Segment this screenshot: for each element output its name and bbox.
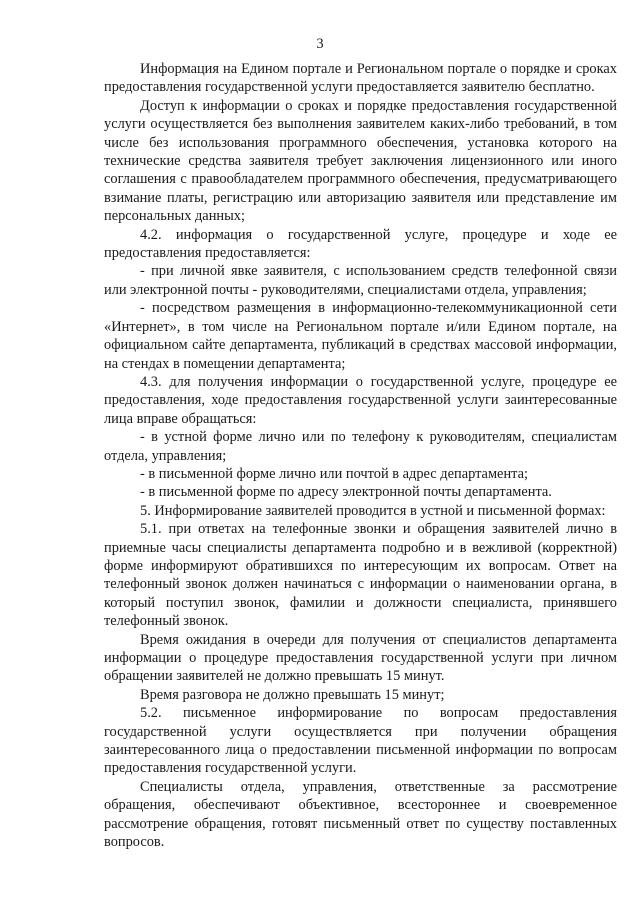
paragraph-written-form-email: - в письменной форме по адресу электронной почты департамента. xyxy=(140,484,552,501)
paragraph-5: 5. Информирование заявителей проводится в устной и письменной формах: xyxy=(140,502,606,519)
paragraph-portal-info: Информация на Едином портале и Региональном портале о порядке и сроках предоставления государственной услуги предоставляется заявителю бесплатно. xyxy=(104,61,617,96)
paragraph-4-2: 4.2. информация о государственной услуге, процедуре и ходе ее предоставления предоставляется: xyxy=(104,226,617,262)
paragraph-waiting-time: Время ожидания в очереди для получения от специалистов департамента информации о процедуре предоставления государственной услуги при личном обращении заявителей не должно превышать 15 минут. xyxy=(104,631,617,685)
paragraph-internet-placement: - посредством размещения в информационно-телекоммуникационной сети «Интернет», в том числе на Региональном портале и/или Едином портале, на официальном сайте департамента, публикаций в средствах массовой информации, на стендах в помещении департамента; xyxy=(104,300,617,372)
paragraph-conversation-time: Время разговора не должно превышать 15 минут; xyxy=(140,686,445,703)
paragraph-written-form-mail: - в письменной форме лично или почтой в адрес департамента; xyxy=(140,465,528,482)
document-body xyxy=(104,60,617,851)
paragraph-5-1: 5.1. при ответах на телефонные звонки и обращения заявителей лично в приемные часы специалисты департамента подробно и в вежливой (корректной) форме информируют обратившихся по интересующим их вопросам. Ответ на телефонный звонок должен начинаться с информации о наименовании органа, в который поступил звонок, фамилии и должности специалиста, принявшего телефонный звонок. xyxy=(104,521,617,630)
paragraph-5-2: 5.2. письменное информирование по вопросам предоставления государственной услуги осуществляется при получении обращения заинтересованного лица о предоставлении письменной информации по вопросам предоставления государственной услуги. xyxy=(104,705,617,777)
paragraph-access-info: Доступ к информации о сроках и порядке предоставления государственной услуги осуществляется без выполнения заявителем каких-либо требований, в том числе без использования программного обеспечения, установка которого на технические средства заявителя требует заключения лицензионного или иного соглашения с правообладателем программного обеспечения, предусматривающего взимание платы, регистрацию или авторизацию заявителя или представление им персональных данных; xyxy=(104,97,617,225)
paragraph-4-3: 4.3. для получения информации о государственной услуге, процедуре ее предоставления, ходе предоставления государственной услуги заинтересованные лица вправе обращаться: xyxy=(104,373,617,427)
paragraph-oral-form: - в устной форме лично или по телефону к руководителям, специалистам отдела, управления; xyxy=(104,429,617,464)
paragraph-specialists: Специалисты отдела, управления, ответственные за рассмотрение обращения, обеспечивают объективное, всестороннее и своевременное рассмотрение обращения, готовят письменный ответ по существу поставленных вопросов. xyxy=(104,778,617,851)
page-number: 3 xyxy=(316,36,324,52)
paragraph-personal-visit: - при личной явке заявителя, с использованием средств телефонной связи или электронной почты - руководителями, специалистами отдела, управления; xyxy=(104,263,617,298)
